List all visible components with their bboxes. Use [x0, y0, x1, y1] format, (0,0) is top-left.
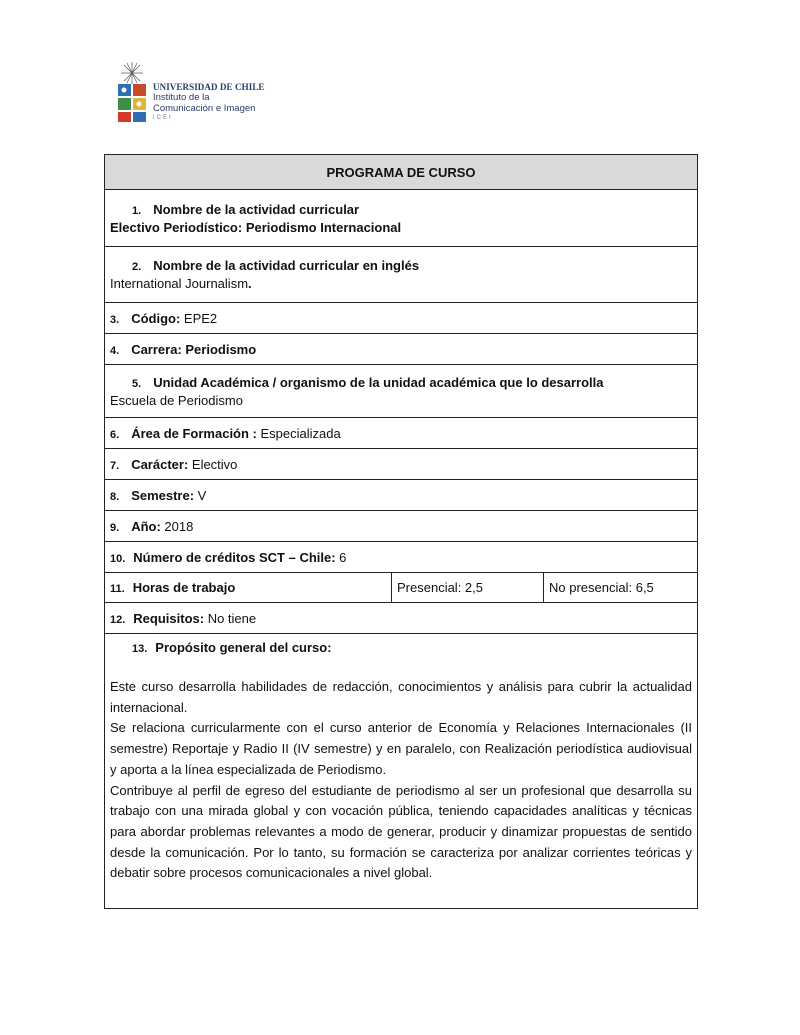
university-logo	[113, 60, 263, 128]
academic-unit-label	[110, 375, 692, 390]
activity-name-english-value	[110, 276, 692, 291]
label-text: Propósito general del curso:	[155, 640, 332, 655]
requirements-value: No tiene	[204, 610, 257, 626]
row-requirements	[105, 603, 698, 634]
row-number: 5.	[132, 377, 142, 390]
activity-name-label	[110, 202, 692, 217]
non-presencial-hours: No presencial: 6,5	[544, 573, 698, 603]
english-name-suffix: .	[248, 276, 252, 291]
university-name: UNIVERSIDAD DE CHILE	[153, 82, 265, 92]
label-text: Nombre de la actividad curricular	[153, 201, 360, 217]
training-area-value: Especializada	[256, 425, 341, 441]
character-value: Electivo	[188, 456, 238, 472]
work-hours-cell	[105, 573, 392, 603]
institute-acronym: ICEI	[153, 115, 173, 121]
row-work-hours	[105, 573, 698, 603]
row-activity-name	[105, 190, 698, 247]
row-number: 4.	[110, 344, 120, 357]
course-purpose-text	[110, 677, 692, 884]
row-number: 3.	[110, 313, 120, 326]
code-value: EPE2	[180, 310, 218, 326]
institute-line2: Comunicación e Imagen	[153, 102, 256, 114]
table-title: PROGRAMA DE CURSO	[105, 155, 698, 190]
label-text: Unidad Académica / organismo de la unidad académica que lo desarrolla	[153, 374, 604, 390]
row-number: 9.	[110, 521, 120, 534]
purpose-paragraph-3: Contribuye al perfil de egreso del estudiante de periodismo al ser un profesional que desarrolla su trabajo con una mirada global y con vocación pública, teniendo capacidades analíticas y técnicas para abordar problemas relevantes a modo de generar, producir y dinamizar propuestas de sentido desde la comunicación. Por lo tanto, su formación se caracteriza por analizar corrientes teóricas y debatir sobre procesos comunicacionales a nivel global.	[110, 782, 692, 881]
requirements-label: Requisitos:	[133, 610, 205, 626]
row-number: 2.	[132, 261, 142, 273]
purpose-paragraph-2: Se relaciona curricularmente con el curso anterior de Economía y Relaciones Internacionales (II semestre) Reportaje y Radio II (IV semestre) y en paralelo, con Realización periodística audiovisual y aporta a la línea especializada de Periodismo.	[110, 720, 692, 777]
semester-label: Semestre:	[131, 487, 195, 503]
institute-line1: Instituto de la	[153, 92, 210, 103]
table-header-row	[105, 155, 698, 190]
credits-value: 6	[335, 549, 347, 565]
work-hours-label: Horas de trabajo	[132, 580, 236, 595]
career-label: Carrera: Periodismo	[131, 341, 257, 357]
row-academic-unit	[105, 365, 698, 418]
row-number: 13.	[132, 643, 148, 655]
semester-value: V	[194, 487, 207, 503]
year-label: Año:	[131, 518, 161, 534]
row-number: 6.	[110, 428, 120, 441]
character-label: Carácter:	[131, 456, 189, 472]
credits-label: Número de créditos SCT – Chile:	[133, 549, 336, 565]
english-name-text: International Journalism	[110, 276, 249, 291]
code-label: Código:	[131, 310, 181, 326]
row-credits	[105, 542, 698, 573]
course-program-table	[104, 154, 698, 909]
row-training-area	[105, 418, 698, 449]
row-number: 7.	[110, 459, 120, 472]
row-number: 12.	[110, 613, 126, 626]
label-text: Nombre de la actividad curricular en inglés	[153, 258, 420, 273]
presencial-hours: Presencial: 2,5	[392, 573, 544, 603]
year-value: 2018	[160, 518, 194, 534]
purpose-paragraph-1: Este curso desarrolla habilidades de redacción, conocimientos y análisis para cubrir la actualidad internacional.	[110, 679, 692, 715]
row-course-purpose	[105, 634, 698, 909]
row-number: 1.	[132, 204, 142, 217]
row-career	[105, 334, 698, 365]
row-character	[105, 449, 698, 480]
course-purpose-label	[110, 640, 692, 655]
row-number: 10.	[110, 552, 126, 565]
academic-unit-value: Escuela de Periodismo	[110, 392, 243, 408]
row-year	[105, 511, 698, 542]
row-activity-name-english	[105, 247, 698, 303]
row-code	[105, 303, 698, 334]
training-area-label: Área de Formación :	[131, 425, 257, 441]
university-crest-icon	[113, 60, 151, 128]
activity-name-english-label	[110, 258, 692, 273]
institute-name	[153, 93, 255, 114]
activity-name-value: Electivo Periodístico: Periodismo Internacional	[110, 219, 402, 235]
row-number: 11.	[110, 583, 125, 595]
row-number: 8.	[110, 490, 120, 503]
row-semester	[105, 480, 698, 511]
